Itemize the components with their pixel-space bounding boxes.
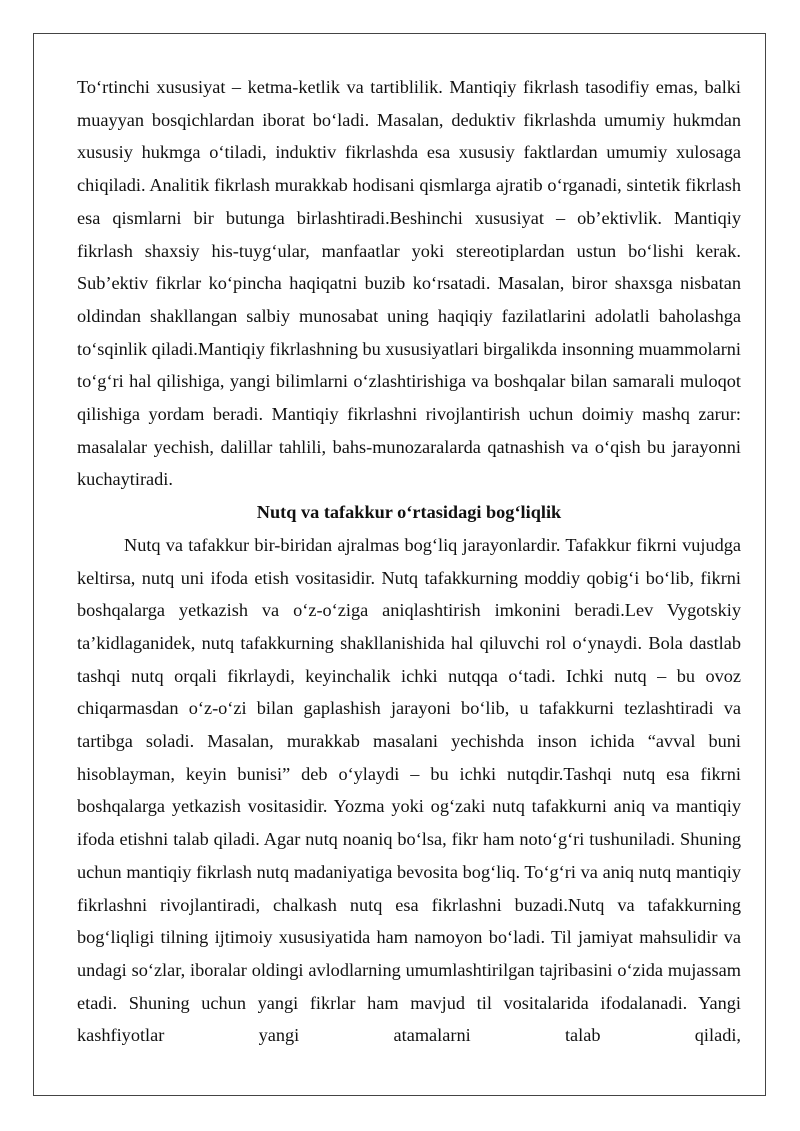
paragraph-properties: To‘rtinchi xususiyat – ketma-ketlik va tartiblilik. Mantiqiy fikrlash tasodifiy emas, balki muayyan bosqichlardan iborat bo‘ladi. Masalan, deduktiv fikrlashda umumiy hukmdan xususiy hukmga o‘tiladi, induktiv fikrlashda esa xususiy faktlardan umumiy xulosaga chiqiladi. Analitik fikrlash murakkab hodisani qismlarga ajratib o‘rganadi, sintetik fikrlash esa qismlarni bir butunga birlashtiradi.Beshinchi xususiyat – ob’ektivlik. Mantiqiy fikrlash shaxsiy his-tuyg‘ular, manfaatlar yoki stereotiplardan ustun bo‘lishi kerak. Sub’ektiv fikrlar ko‘pincha haqiqatni buzib ko‘rsatadi. Masalan, biror shaxsga nisbatan oldindan shakllangan salbiy munosabat uning haqiqiy fazilatlarini adolatli baholashga to‘sqinlik qiladi.Mantiqiy fikrlashning bu xususiyatlari birgalikda insonning muammolarni to‘g‘ri hal qilishiga, yangi bilimlarni o‘zlashtirishiga va boshqalar bilan samarali muloqot qilishiga yordam beradi. Mantiqiy fikrlashni rivojlantirish uchun doimiy mashq zarur: masalalar yechish, dalillar tahlili, bahs-munozaralarda qatnashish va o‘qish bu jarayonni kuchaytiradi.	[77, 77, 741, 490]
section-heading: Nutq va tafakkur o‘rtasidagi bog‘liqlik	[256, 502, 562, 523]
document-body	[77, 71, 741, 1052]
paragraph-speech-thought: Nutq va tafakkur bir-biridan ajralmas bog‘liq jarayonlardir. Tafakkur fikrni vujudga keltirsa, nutq uni ifoda etish vositasidir. Nutq tafakkurning moddiy qobig‘i bo‘lib, fikrni boshqalarga yetkazish va o‘z-o‘ziga aniqlashtirish imkonini beradi.Lev Vygotskiy ta’kidlaganidek, nutq tafakkurning shakllanishida hal qiluvchi rol o‘ynaydi. Bola dastlab tashqi nutq orqali fikrlaydi, keyinchalik ichki nutqqa o‘tadi. Ichki nutq – bu ovoz chiqarmasdan o‘z-o‘zi bilan gaplashish jarayoni bo‘lib, u tafakkurni tezlashtiradi va tartibga soladi. Masalan, murakkab masalani yechishda inson ichida “avval buni hisoblayman, keyin bunisi” deb o‘ylaydi – bu ichki nutqdir.Tashqi nutq esa fikrni boshqalarga yetkazish vositasidir. Yozma yoki og‘zaki nutq tafakkurni aniq va mantiqiy ifoda etishni talab qiladi. Agar nutq noaniq bo‘lsa, fikr ham noto‘g‘ri tushuniladi. Shuning uchun mantiqiy fikrlash nutq madaniyatiga bevosita bog‘liq. To‘g‘ri va aniq nutq mantiqiy fikrlashni rivojlantiradi, chalkash nutq esa fikrlashni buzadi.Nutq va tafakkurning bog‘liqligi tilning ijtimoiy xususiyatida ham namoyon bo‘ladi. Til jamiyat mahsulidir va undagi so‘zlar, iboralar oldingi avlodlarning umumlashtirilgan tajribasini o‘zida mujassam etadi. Shuning uchun yangi fikrlar ham mavjud til vositalarida ifodalanadi. Yangi kashfiyotlar yangi atamalarni talab qiladi,	[77, 534, 741, 1046]
